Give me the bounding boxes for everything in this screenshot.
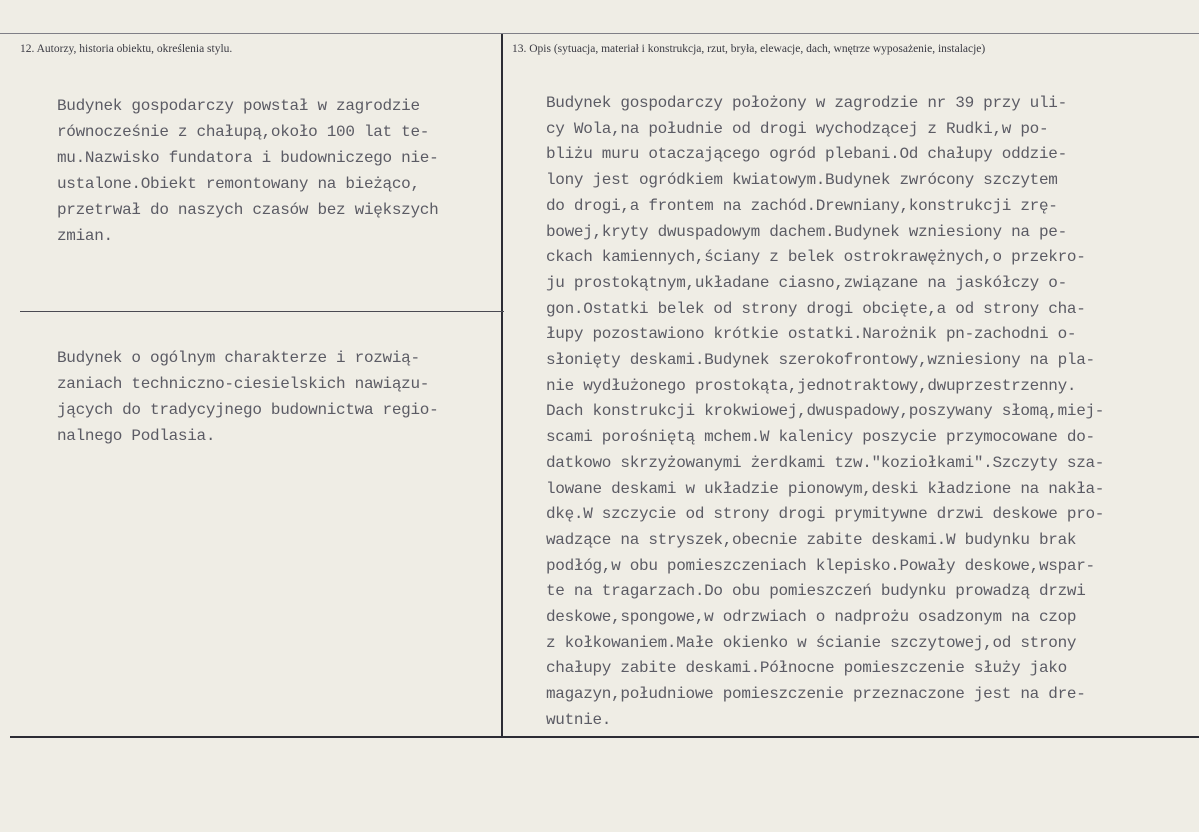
description-line: łupy pozostawiono krótkie ostatki.Narożnik pn-zachodni o- — [546, 325, 1077, 344]
history-line: zmian. — [57, 227, 113, 245]
section-12-heading: 12. Autorzy, historia obiektu, określenia stylu. — [20, 43, 233, 55]
description-line: Budynek gospodarczy położony w zagrodzie nr 39 przy uli- — [546, 94, 1067, 112]
description-line: lowane deskami w układzie pionowym,deski kładzione na nakła- — [546, 479, 1105, 498]
history-line: Budynek gospodarczy powstał w zagrodzie — [57, 97, 420, 115]
description-line: datkowo skrzyżowanymi żerdkami tzw."koziołkami".Szczyty sza- — [546, 453, 1105, 472]
history-line: równocześnie z chałupą,około 100 lat te- — [57, 123, 430, 141]
description-line: cy Wola,na południe od drogi wychodzącej z Rudki,w po- — [546, 119, 1049, 138]
description-line: te na tragarzach.Do obu pomieszczeń budynku prowadzą drzwi — [546, 582, 1086, 601]
description-line: nie wydłużonego prostokąta,jednotraktowy,dwuprzestrzenny. — [546, 376, 1077, 395]
description-line: ju prostokątnym,układane ciasno,związane na jaskółczy o- — [546, 273, 1067, 292]
history-line: mu.Nazwisko fundatora i budowniczego nie- — [57, 149, 439, 167]
description-line: wutnie. — [546, 710, 612, 729]
description-line: bliżu muru otaczającego ogród plebani.Od chałupy oddzie- — [546, 145, 1067, 164]
description-line: podłóg,w obu pomieszczeniach klepisko.Powały deskowe,wspar- — [546, 556, 1095, 575]
description-line: dkę.W szczycie od strony drogi prymitywne drzwi deskowe pro- — [546, 505, 1105, 524]
description-line: wadzące na stryszek,obecnie zabite deskami.W budynku brak — [546, 530, 1077, 549]
description-line: do drogi,a frontem na zachód.Drewniany,konstrukcji zrę- — [546, 196, 1058, 215]
description-line: chałupy zabite deskami.Północne pomieszczenie służy jako — [546, 659, 1067, 678]
description-line: scami porośniętą mchem.W kalenicy poszycie przymocowane do- — [546, 428, 1095, 447]
column-divider — [501, 34, 503, 736]
style-text — [57, 345, 438, 449]
style-line: jących do tradycyjnego budownictwa regio- — [57, 401, 439, 419]
description-line: bowej,kryty dwuspadowym dachem.Budynek wzniesiony na pe- — [546, 222, 1067, 241]
description-line: słonięty deskami.Budynek szerokofrontowy,wzniesiony na pla- — [546, 351, 1095, 370]
bottom-divider — [10, 736, 1199, 738]
description-line: deskowe,spongowe,w odrzwiach o nadprożu osadzonym na czop — [546, 608, 1077, 627]
description-line: magazyn,południowe pomieszczenie przeznaczone jest na dre- — [546, 685, 1086, 704]
description-line: ckach kamiennych,ściany z belek ostrokrawężnych,o przekro- — [546, 248, 1086, 267]
section-13-heading: 13. Opis (sytuacja, materiał i konstrukcja, rzut, bryła, elewacje, dach, wnętrze wyposażenie, instalacje) — [512, 43, 986, 55]
description-line: lony jest ogródkiem kwiatowym.Budynek zwrócony szczytem — [546, 171, 1058, 190]
style-line: Budynek o ogólnym charakterze i rozwią- — [57, 349, 420, 367]
left-section-divider — [20, 311, 504, 312]
description-line: z kołkowaniem.Małe okienko w ścianie szczytowej,od strony — [546, 633, 1077, 652]
description-line: Dach konstrukcji krokwiowej,dwuspadowy,poszywany słomą,miej- — [546, 402, 1105, 421]
description-line: gon.Ostatki belek od strony drogi obcięte,a od strony cha- — [546, 299, 1086, 318]
description-text — [546, 91, 1104, 734]
history-line: ustalone.Obiekt remontowany na bieżąco, — [57, 175, 420, 193]
history-line: przetrwał do naszych czasów bez większych — [57, 201, 439, 219]
top-divider — [0, 33, 1199, 34]
style-line: zaniach techniczno-ciesielskich nawiązu- — [57, 375, 430, 393]
history-text — [57, 93, 438, 249]
style-line: nalnego Podlasia. — [57, 427, 216, 445]
